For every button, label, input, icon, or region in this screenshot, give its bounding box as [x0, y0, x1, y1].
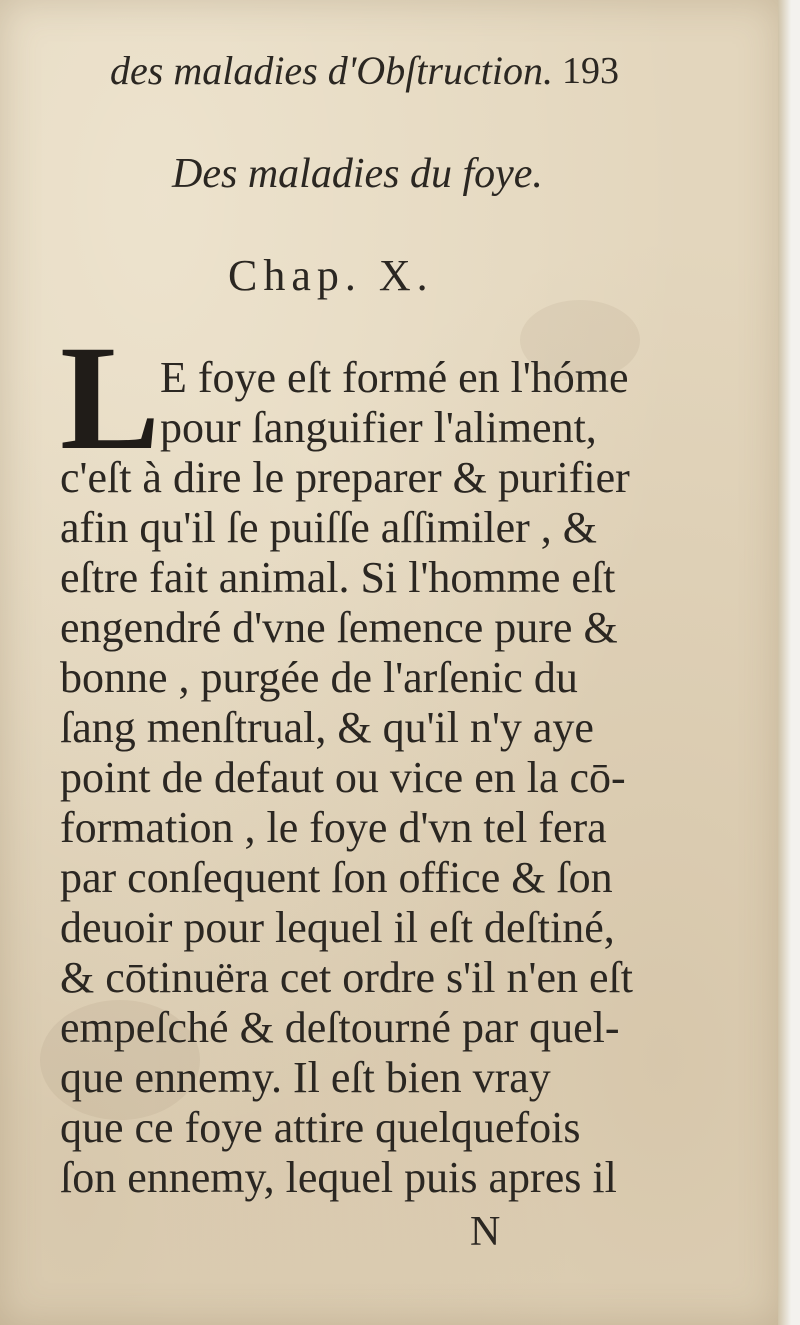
- text-line: pour ſanguifier l'aliment,: [160, 403, 597, 452]
- text-line: eſtre fait animal. Si l'homme eſt: [60, 553, 616, 602]
- section-title: Des maladies du foye.: [172, 151, 543, 197]
- text-line: par conſequent ſon office & ſon: [60, 853, 613, 902]
- text-line: ſon ennemy, lequel puis apres il: [60, 1153, 617, 1202]
- page-number: 193: [562, 50, 619, 92]
- text-line: engendré d'vne ſemence pure &: [60, 603, 618, 652]
- running-title: des maladies d'Obſtruction.: [110, 48, 553, 93]
- running-head: [110, 45, 630, 105]
- chapter-label: Chap.: [228, 251, 362, 300]
- text-line: ſang menſtrual, & qu'il n'y aye: [60, 703, 594, 752]
- text-line: empeſché & deſtourné par quel-: [60, 1003, 620, 1052]
- text-line: afin qu'il ſe puiſſe aſſimiler , &: [60, 503, 598, 552]
- text-line: bonne , purgée de l'arſenic du: [60, 653, 578, 702]
- text-line: deuoir pour lequel il eſt deſtiné,: [60, 903, 615, 952]
- text-line: E foye eſt formé en l'hóme: [160, 353, 629, 402]
- catchword: N: [470, 1209, 501, 1255]
- chapter-heading: [228, 250, 434, 301]
- text-line: que ennemy. Il eſt bien vray: [60, 1053, 551, 1102]
- drop-cap-initial: L: [60, 315, 161, 481]
- text-line: point de defaut ou vice en la cō-: [60, 753, 626, 802]
- text-line: que ce foye attire quelquefois: [60, 1103, 581, 1152]
- chapter-number: X.: [378, 251, 434, 300]
- page-edge-shadow: [778, 0, 800, 1325]
- text-line: c'eſt à dire le preparer & purifier: [60, 453, 630, 502]
- text-line: & cōtinuëra cet ordre s'il n'en eſt: [60, 953, 633, 1002]
- text-line: formation , le foye d'vn tel fera: [60, 803, 607, 852]
